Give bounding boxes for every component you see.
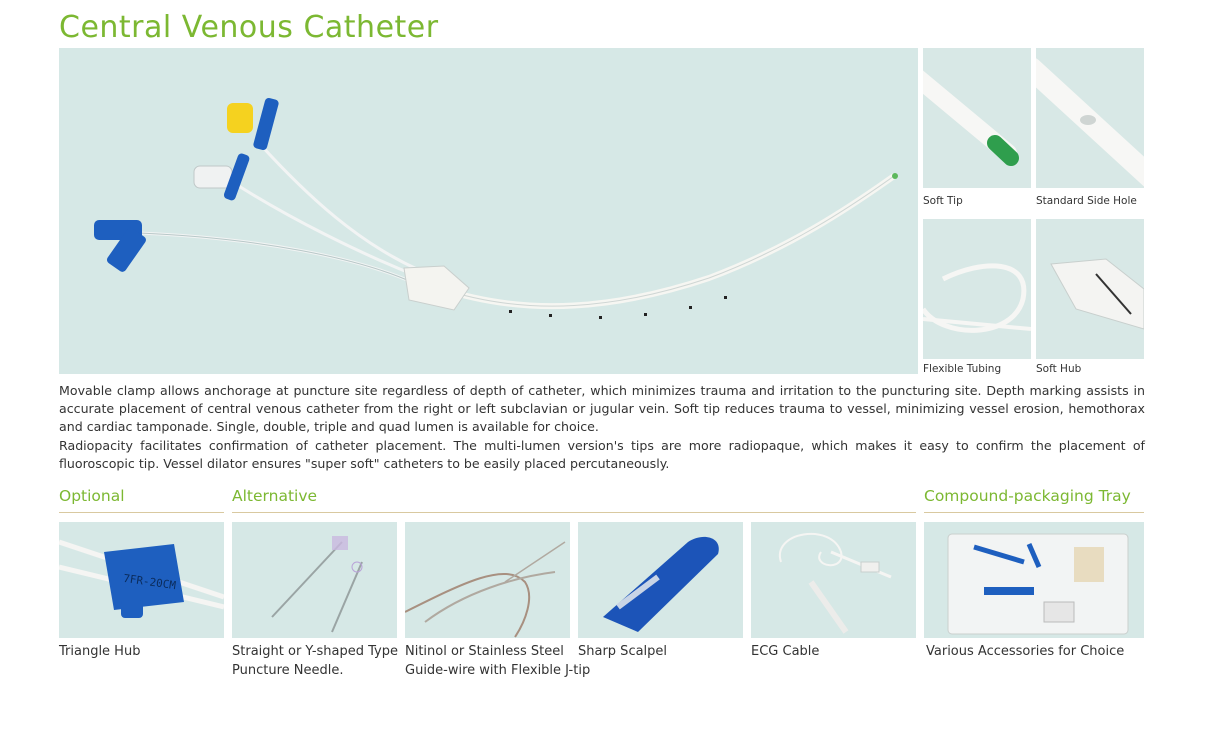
side-hole-photo bbox=[1036, 48, 1144, 188]
puncture-needle-photo bbox=[232, 522, 397, 638]
section-heading-optional: Optional bbox=[59, 487, 125, 505]
product-caption: Triangle Hub bbox=[59, 644, 141, 659]
divider bbox=[924, 512, 1144, 513]
product-caption bbox=[405, 643, 590, 680]
divider bbox=[59, 512, 224, 513]
product-caption bbox=[232, 643, 398, 680]
product-caption-line: Nitinol or Stainless Steel bbox=[405, 644, 564, 659]
main-catheter-photo bbox=[59, 48, 918, 374]
soft-tip-photo bbox=[923, 48, 1031, 188]
product-caption: Various Accessories for Choice bbox=[926, 644, 1125, 659]
soft-hub-photo bbox=[1036, 219, 1144, 359]
divider bbox=[232, 512, 916, 513]
description-paragraph: Radiopacity facilitates confirmation of catheter placement. The multi-lumen version's tips are more radiopaque, which makes it easy to confirm the placement of fluoroscopic tip. Vessel dilator ensures "super soft" catheters to be easily placed percutaneously. bbox=[59, 437, 1145, 471]
product-caption: ECG Cable bbox=[751, 644, 820, 659]
hub-label: 7FR-20CM bbox=[122, 571, 177, 593]
description-paragraph: Movable clamp allows anchorage at puncture site regardless of depth of catheter, which minimizes trauma and irritation to the puncturing site. Depth marking assists in accurate placement of central venous catheter from the right or left subclavian or jugular vein. Soft tip reduces trauma to vessel, minimizing vessel erosion, hemothorax and cardiac tamponade. Single, double, triple and quad lumen is available for choice. bbox=[59, 383, 1145, 435]
product-caption: Sharp Scalpel bbox=[578, 644, 668, 659]
triangle-hub-photo bbox=[59, 522, 224, 638]
thumb-caption: Soft Hub bbox=[1036, 363, 1082, 375]
product-caption-line: Guide-wire with Flexible J-tip bbox=[405, 662, 591, 678]
thumb-caption: Flexible Tubing bbox=[923, 363, 1002, 375]
product-caption-line: Puncture Needle. bbox=[232, 662, 344, 678]
section-heading-tray: Compound-packaging Tray bbox=[924, 487, 1131, 505]
thumb-caption: Standard Side Hole bbox=[1036, 195, 1137, 207]
page-title: Central Venous Catheter bbox=[59, 10, 439, 45]
guide-wire-photo bbox=[405, 522, 570, 638]
description bbox=[59, 382, 1145, 473]
thumb-caption: Soft Tip bbox=[923, 195, 963, 207]
packaging-tray-photo bbox=[924, 522, 1144, 638]
product-caption-line: Straight or Y-shaped Type bbox=[232, 644, 398, 659]
scalpel-photo bbox=[578, 522, 743, 638]
section-heading-alternative: Alternative bbox=[232, 487, 318, 505]
flexible-tubing-photo bbox=[923, 219, 1031, 359]
ecg-cable-photo bbox=[751, 522, 916, 638]
